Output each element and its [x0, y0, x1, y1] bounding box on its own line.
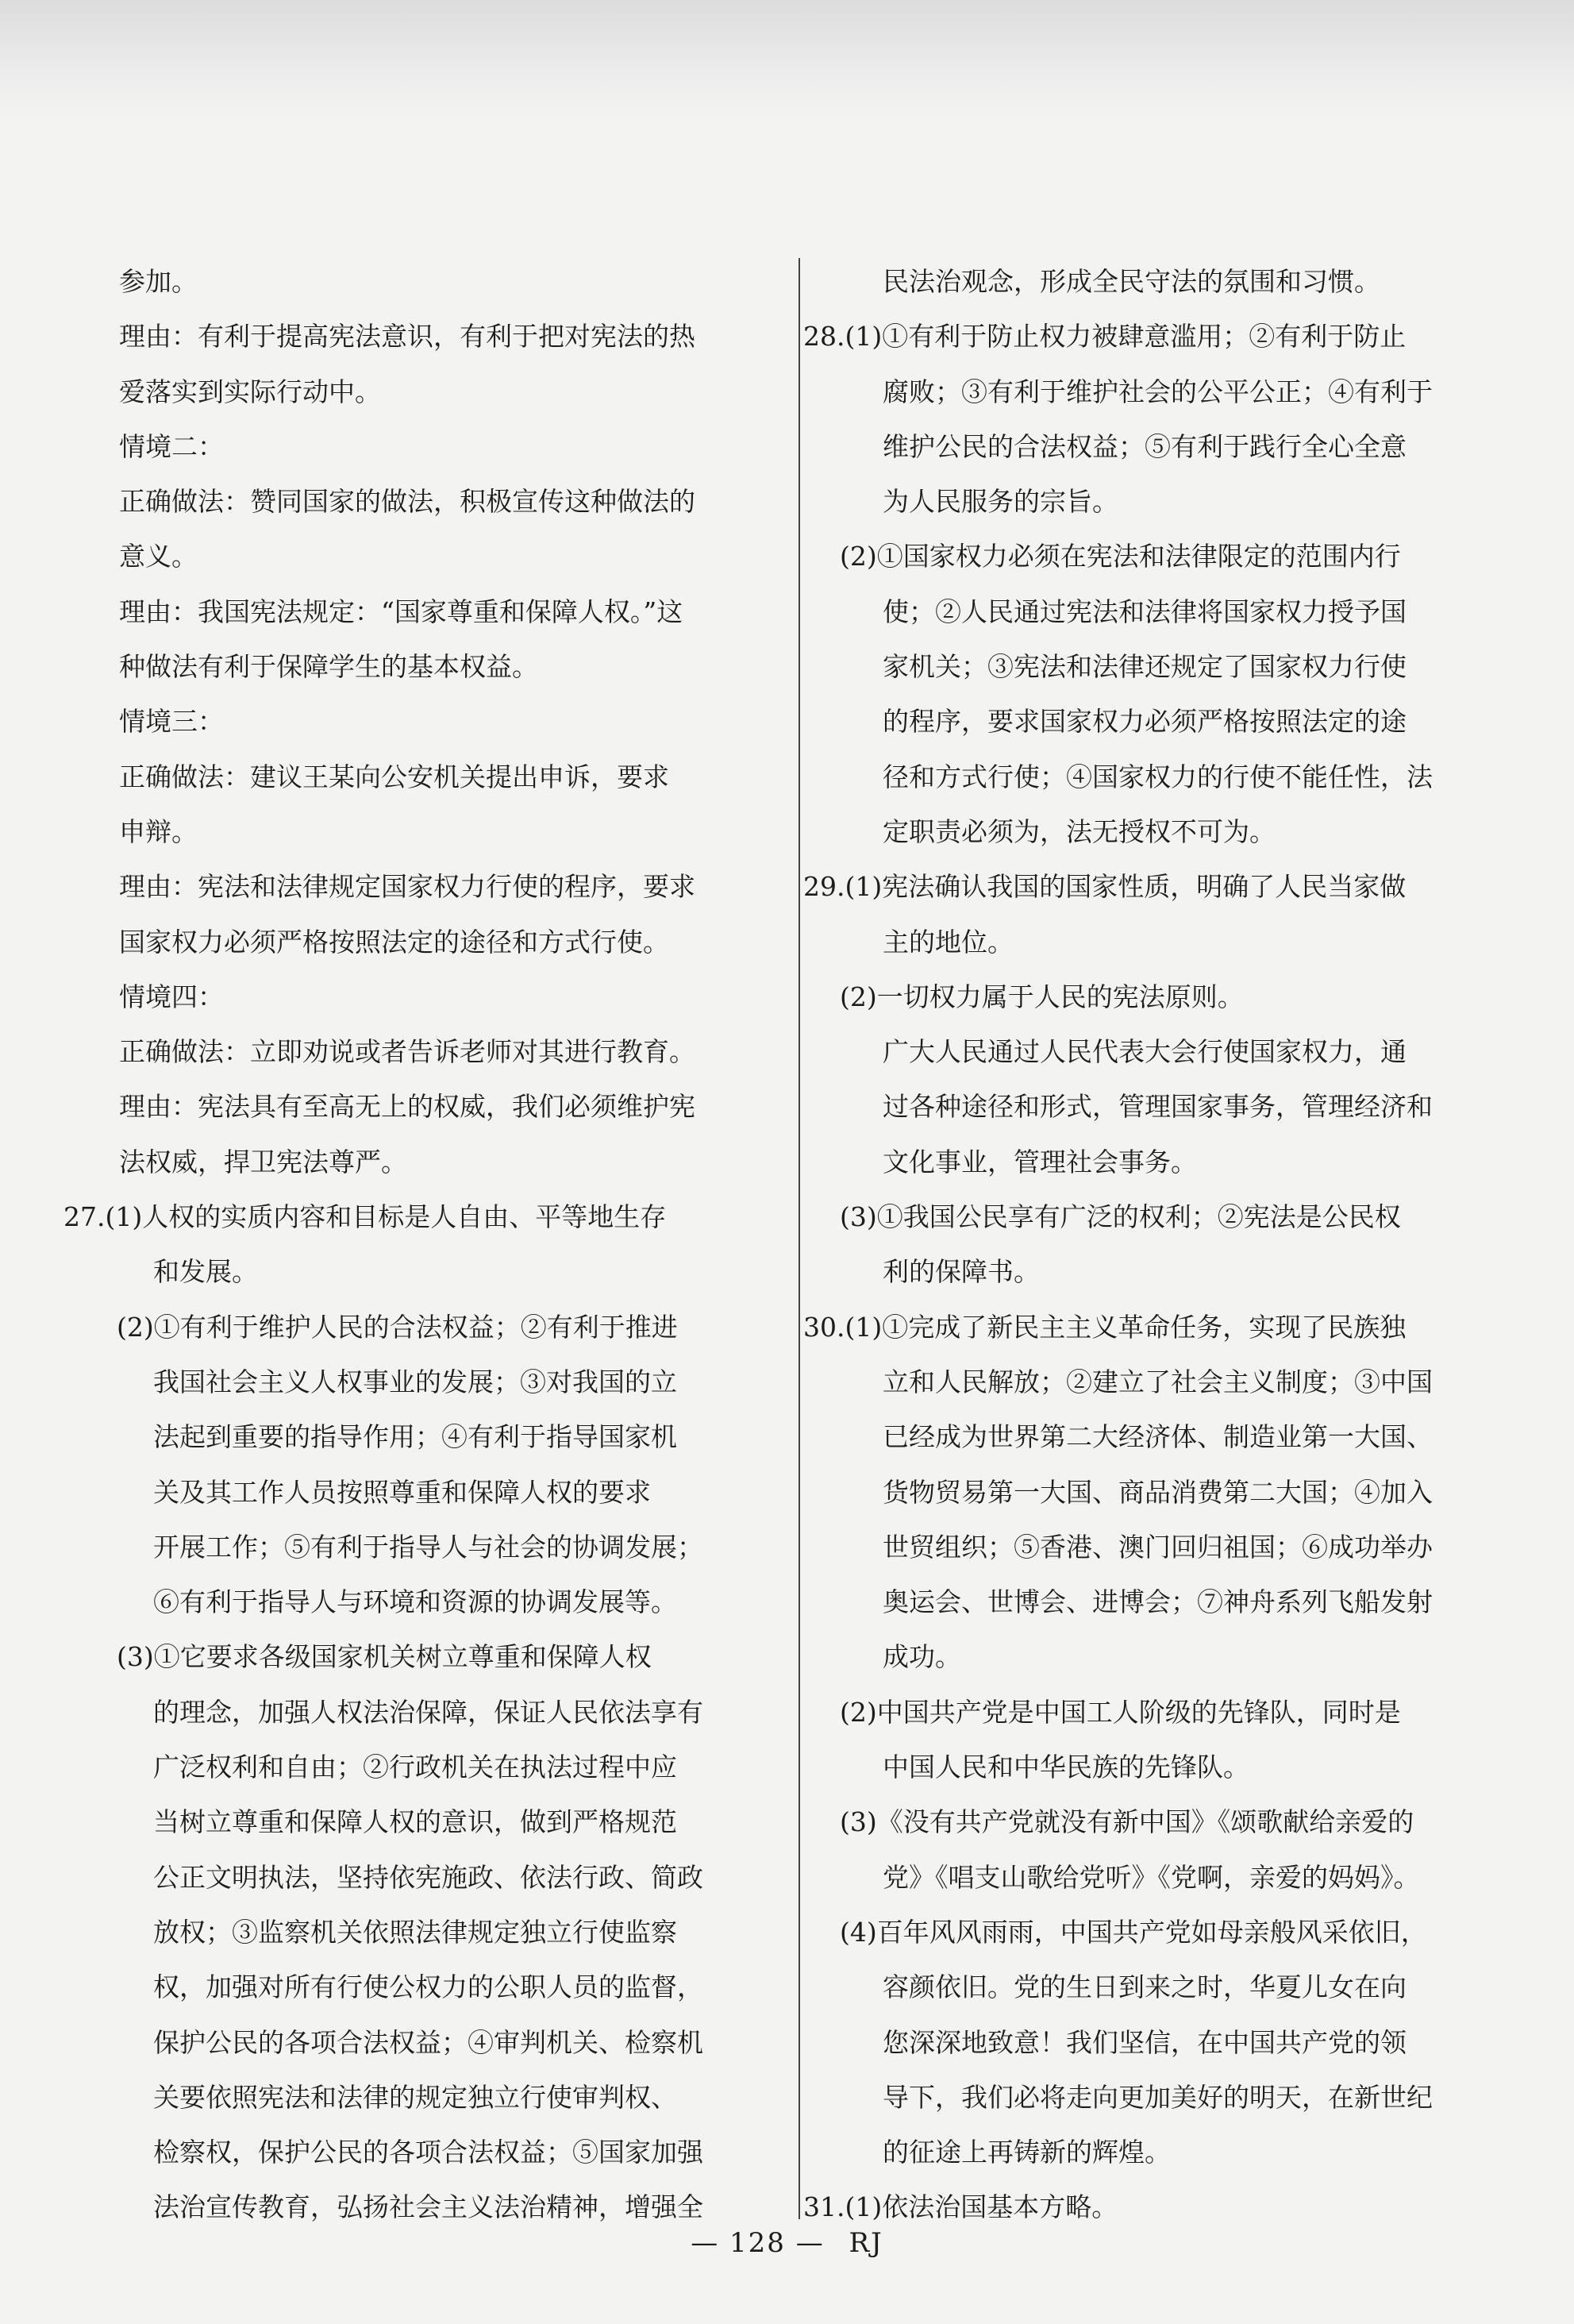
sub-question-line: (2)中国共产党是中国工人阶级的先锋队，同时是 — [840, 1696, 1401, 1728]
text-line: 理由：有利于提高宪法意识，有利于把对宪法的热 — [119, 321, 695, 353]
text-line: 理由：宪法和法律规定国家权力行使的程序，要求 — [119, 871, 695, 903]
text-line: 广大人民通过人民代表大会行使国家权力，通 — [883, 1036, 1407, 1068]
text-line: 爱落实到实际行动中。 — [119, 376, 381, 407]
text-line: 径和方式行使；④国家权力的行使不能任性，法 — [883, 761, 1433, 792]
text-line: 维护公民的合法权益；⑤有利于践行全心全意 — [883, 430, 1407, 462]
text-line: 导下，我们必将走向更加美好的明天，在新世纪 — [883, 2081, 1433, 2113]
sub-question-line: (3)①我国公民享有广泛的权利；②宪法是公民权 — [840, 1201, 1401, 1233]
question-31-line: 31.(1)依法治国基本方略。 — [803, 2191, 1118, 2223]
sub-question-line: (2)一切权力属于人民的宪法原则。 — [840, 981, 1244, 1012]
text-line: 当树立尊重和保障人权的意识，做到严格规范 — [153, 1806, 677, 1838]
page-footer — [0, 2227, 1574, 2259]
text-line: 意义。 — [119, 541, 198, 572]
text-line: 参加。 — [119, 266, 198, 297]
text-line: 容颜依旧。党的生日到来之时，华夏儿女在向 — [883, 1971, 1407, 2003]
edition-code: RJ — [849, 2227, 883, 2259]
text-line: 定职责必须为，法无授权不可为。 — [883, 815, 1276, 847]
question-28-line: 28.(1)①有利于防止权力被肆意滥用；②有利于防止 — [803, 321, 1407, 353]
text-line: 公正文明执法，坚持依宪施政、依法行政、简政 — [153, 1861, 703, 1893]
text-line: 民法治观念，形成全民守法的氛围和习惯。 — [883, 266, 1380, 297]
sub-question-line: (3)①它要求各级国家机关树立尊重和保障人权 — [117, 1641, 652, 1673]
text-line: 的程序，要求国家权力必须严格按照法定的途 — [883, 706, 1407, 738]
text-line: 的征途上再铸新的辉煌。 — [883, 2137, 1171, 2168]
text-line: 关要依照宪法和法律的规定独立行使审判权、 — [153, 2081, 677, 2113]
text-line: 关及其工作人员按照尊重和保障人权的要求 — [153, 1476, 651, 1508]
text-line: 理由：我国宪法规定：“国家尊重和保障人权。”这 — [119, 595, 683, 627]
column-divider — [799, 258, 800, 2219]
text-line: 广泛权利和自由；②行政机关在执法过程中应 — [153, 1752, 677, 1783]
sub-question-line: (2)①有利于维护人民的合法权益；②有利于推进 — [117, 1311, 678, 1343]
text-line: 保护公民的各项合法权益；④审判机关、检察机 — [153, 2026, 703, 2058]
text-line: 国家权力必须严格按照法定的途径和方式行使。 — [119, 926, 669, 958]
text-line: 为人民服务的宗旨。 — [883, 486, 1118, 518]
left-column — [63, 254, 778, 2235]
text-line: 检察权，保护公民的各项合法权益；⑤国家加强 — [153, 2137, 703, 2168]
text-line: 法起到重要的指导作用；④有利于指导国家机 — [153, 1421, 677, 1453]
text-line: 文化事业，管理社会事务。 — [883, 1146, 1197, 1177]
text-line: 腐败；③有利于维护社会的公平公正；④有利于 — [883, 376, 1433, 407]
text-line: 立和人民解放；②建立了社会主义制度；③中国 — [883, 1366, 1433, 1397]
text-line: 奥运会、世博会、进博会；⑦神舟系列飞船发射 — [883, 1586, 1433, 1618]
text-line: 我国社会主义人权事业的发展；③对我国的立 — [153, 1366, 677, 1397]
text-line: 主的地位。 — [883, 926, 1014, 958]
text-line: 已经成为世界第二大经济体、制造业第一大国、 — [883, 1421, 1433, 1453]
text-line: 世贸组织；⑤香港、澳门回归祖国；⑥成功举办 — [883, 1531, 1433, 1563]
text-line: 使；②人民通过宪法和法律将国家权力授予国 — [883, 595, 1407, 627]
text-line: 法权威，捍卫宪法尊严。 — [119, 1146, 407, 1177]
page-number: — 128 — — [691, 2227, 825, 2259]
text-line: 理由：宪法具有至高无上的权威，我们必须维护宪 — [119, 1091, 695, 1123]
sub-question-line: (3)《没有共产党就没有新中国》《颂歌献给亲爱的 — [840, 1806, 1414, 1838]
right-column — [803, 254, 1460, 2235]
text-line: 的理念，加强人权法治保障，保证人民依法享有 — [153, 1696, 703, 1728]
text-line: 家机关；③宪法和法律还规定了国家权力行使 — [883, 651, 1407, 683]
sub-question-line: (2)①国家权力必须在宪法和法律限定的范围内行 — [840, 541, 1401, 572]
text-line: 货物贸易第一大国、商品消费第二大国；④加入 — [883, 1476, 1433, 1508]
text-line: 法治宣传教育，弘扬社会主义法治精神，增强全 — [153, 2191, 703, 2223]
text-line: 成功。 — [883, 1641, 961, 1673]
text-line: 中国人民和中华民族的先锋队。 — [883, 1752, 1249, 1783]
text-line: 权，加强对所有行使公权力的公职人员的监督， — [153, 1971, 703, 2003]
text-line: 利的保障书。 — [883, 1256, 1040, 1288]
text-line: 情境三： — [119, 706, 224, 738]
sub-question-line: (4)百年风风雨雨，中国共产党如母亲般风采依旧， — [840, 1916, 1427, 1948]
text-line: 您深深地致意！我们坚信，在中国共产党的领 — [883, 2026, 1407, 2058]
text-line: 党》《唱支山歌给党听》《党啊，亲爱的妈妈》。 — [883, 1861, 1420, 1893]
text-line: 和发展。 — [153, 1256, 258, 1288]
question-30-line: 30.(1)①完成了新民主主义革命任务，实现了民族独 — [803, 1311, 1407, 1343]
text-line: 情境四： — [119, 981, 224, 1012]
text-line: ⑥有利于指导人与环境和资源的协调发展等。 — [153, 1586, 677, 1618]
text-line: 过各种途径和形式，管理国家事务，管理经济和 — [883, 1091, 1433, 1123]
question-29-line: 29.(1)宪法确认我国的国家性质，明确了人民当家做 — [803, 871, 1407, 903]
text-line: 种做法有利于保障学生的基本权益。 — [119, 651, 538, 683]
text-line: 正确做法：立即劝说或者告诉老师对其进行教育。 — [119, 1036, 695, 1068]
text-line: 申辩。 — [119, 815, 198, 847]
text-line: 正确做法：赞同国家的做法，积极宣传这种做法的 — [119, 486, 695, 518]
text-line: 情境二： — [119, 430, 224, 462]
text-line: 正确做法：建议王某向公安机关提出申诉，要求 — [119, 761, 669, 792]
text-line: 放权；③监察机关依照法律规定独立行使监察 — [153, 1916, 677, 1948]
text-line: 开展工作；⑤有利于指导人与社会的协调发展； — [153, 1531, 703, 1563]
question-27-line: 27.(1)人权的实质内容和目标是人自由、平等地生存 — [63, 1201, 667, 1233]
scan-shadow — [0, 0, 1574, 119]
